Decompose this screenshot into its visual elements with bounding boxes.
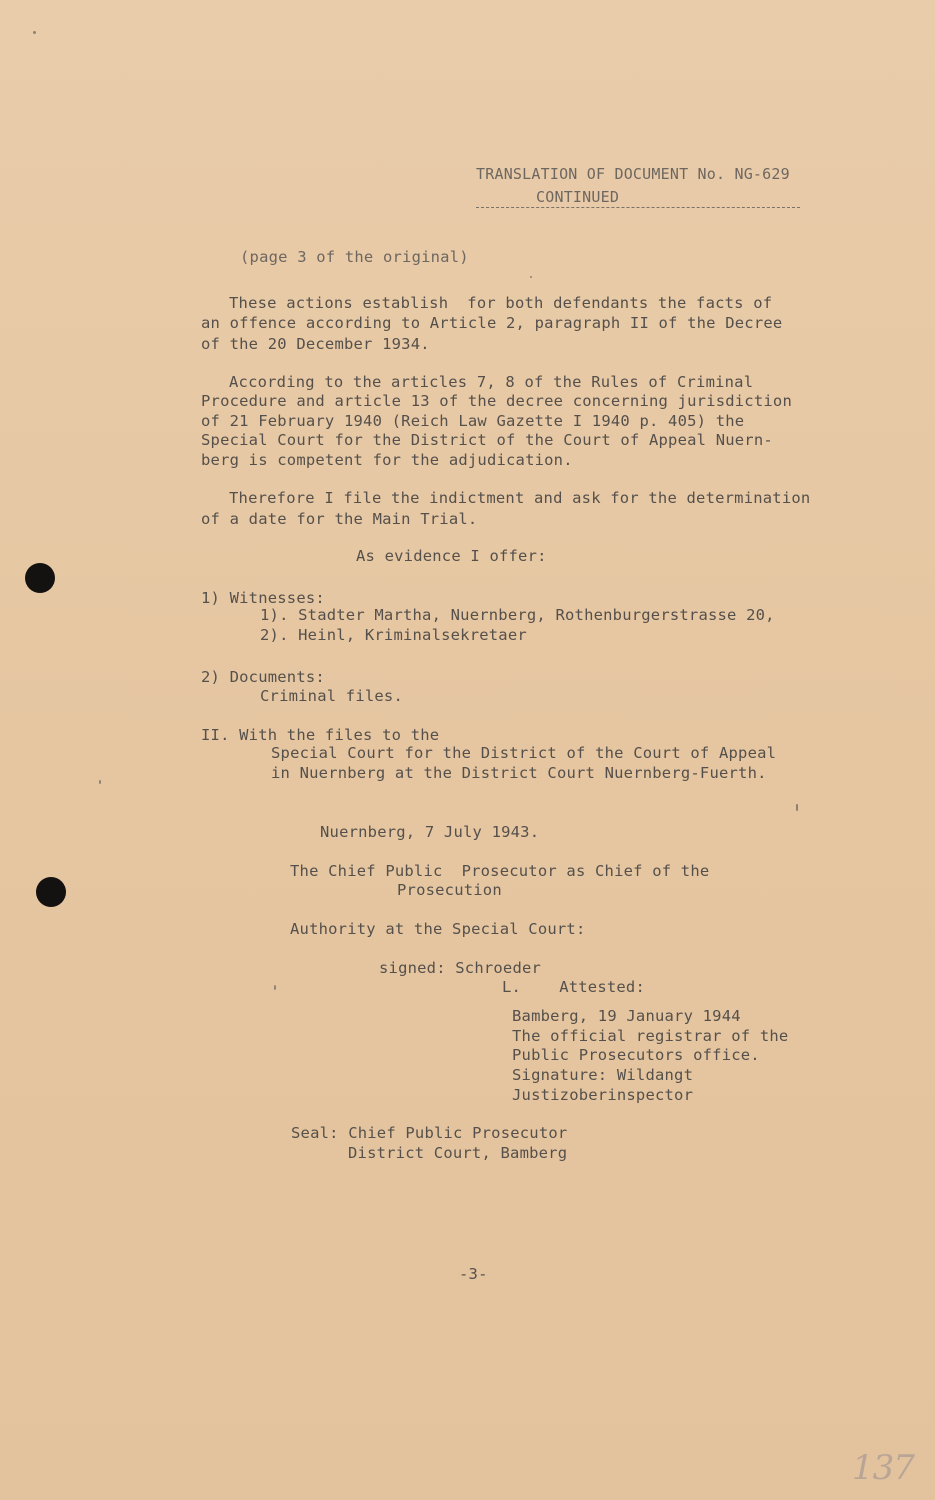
header-continued: CONTINUED xyxy=(536,188,620,206)
para2-line: berg is competent for the adjudication. xyxy=(201,451,573,469)
witness-item: 2). Heinl, Kriminalsekretaer xyxy=(260,626,527,644)
para1-line: These actions establish for both defendants the facts of xyxy=(229,294,773,312)
witnesses-heading: 1) Witnesses: xyxy=(201,589,325,607)
para2-line: Procedure and article 13 of the decree concerning jurisdiction xyxy=(201,392,792,410)
witness-item: 1). Stadter Martha, Nuernberg, Rothenburgerstrasse 20, xyxy=(260,606,775,624)
forwarding-line: II. With the files to the xyxy=(201,726,440,744)
attestation-line: Bamberg, 19 January 1944 xyxy=(512,1007,741,1025)
attestation-line: The official registrar of the xyxy=(512,1027,789,1045)
page-note: (page 3 of the original) xyxy=(240,248,469,266)
page-number: -3- xyxy=(459,1265,488,1283)
attested-line: L. Attested: xyxy=(502,978,645,996)
para3-line: of a date for the Main Trial. xyxy=(201,510,478,528)
place-date: Nuernberg, 7 July 1943. xyxy=(320,823,540,841)
para1-line: an offence according to Article 2, paragraph II of the Decree xyxy=(201,314,783,332)
paper-speck xyxy=(530,276,532,278)
authority-line: Authority at the Special Court: xyxy=(290,920,586,938)
header-rule xyxy=(476,207,800,208)
para1-line: of the 20 December 1934. xyxy=(201,335,430,353)
attestation-line: Justizoberinspector xyxy=(512,1086,694,1104)
header-document-number: TRANSLATION OF DOCUMENT No. NG-629 xyxy=(476,165,790,183)
seal-line: District Court, Bamberg xyxy=(348,1144,568,1162)
para2-line: of 21 February 1940 (Reich Law Gazette I 1940 p. 405) the xyxy=(201,412,745,430)
evidence-intro: As evidence I offer: xyxy=(356,547,547,565)
archive-number: 137 xyxy=(852,1448,914,1488)
signatory-line: Prosecution xyxy=(397,881,502,899)
paper-speck xyxy=(796,804,798,811)
attestation-line: Public Prosecutors office. xyxy=(512,1046,760,1064)
para2-line: Special Court for the District of the Court of Appeal Nuern- xyxy=(201,431,773,449)
attestation-line: Signature: Wildangt xyxy=(512,1066,694,1084)
paper-speck xyxy=(99,780,101,784)
para2-line: According to the articles 7, 8 of the Rules of Criminal xyxy=(229,373,754,391)
seal-line: Seal: Chief Public Prosecutor xyxy=(291,1124,568,1142)
punch-hole xyxy=(36,877,66,907)
forwarding-line: in Nuernberg at the District Court Nuernberg-Fuerth. xyxy=(271,764,767,782)
forwarding-line: Special Court for the District of the Court of Appeal xyxy=(271,744,777,762)
signed-line: signed: Schroeder xyxy=(379,959,542,977)
signatory-line: The Chief Public Prosecutor as Chief of the xyxy=(290,862,710,880)
paper-speck xyxy=(33,31,36,34)
documents-heading: 2) Documents: xyxy=(201,668,325,686)
paper-speck xyxy=(274,985,276,990)
para3-line: Therefore I file the indictment and ask for the determination xyxy=(229,489,811,507)
punch-hole xyxy=(25,563,55,593)
document-item: Criminal files. xyxy=(260,687,403,705)
